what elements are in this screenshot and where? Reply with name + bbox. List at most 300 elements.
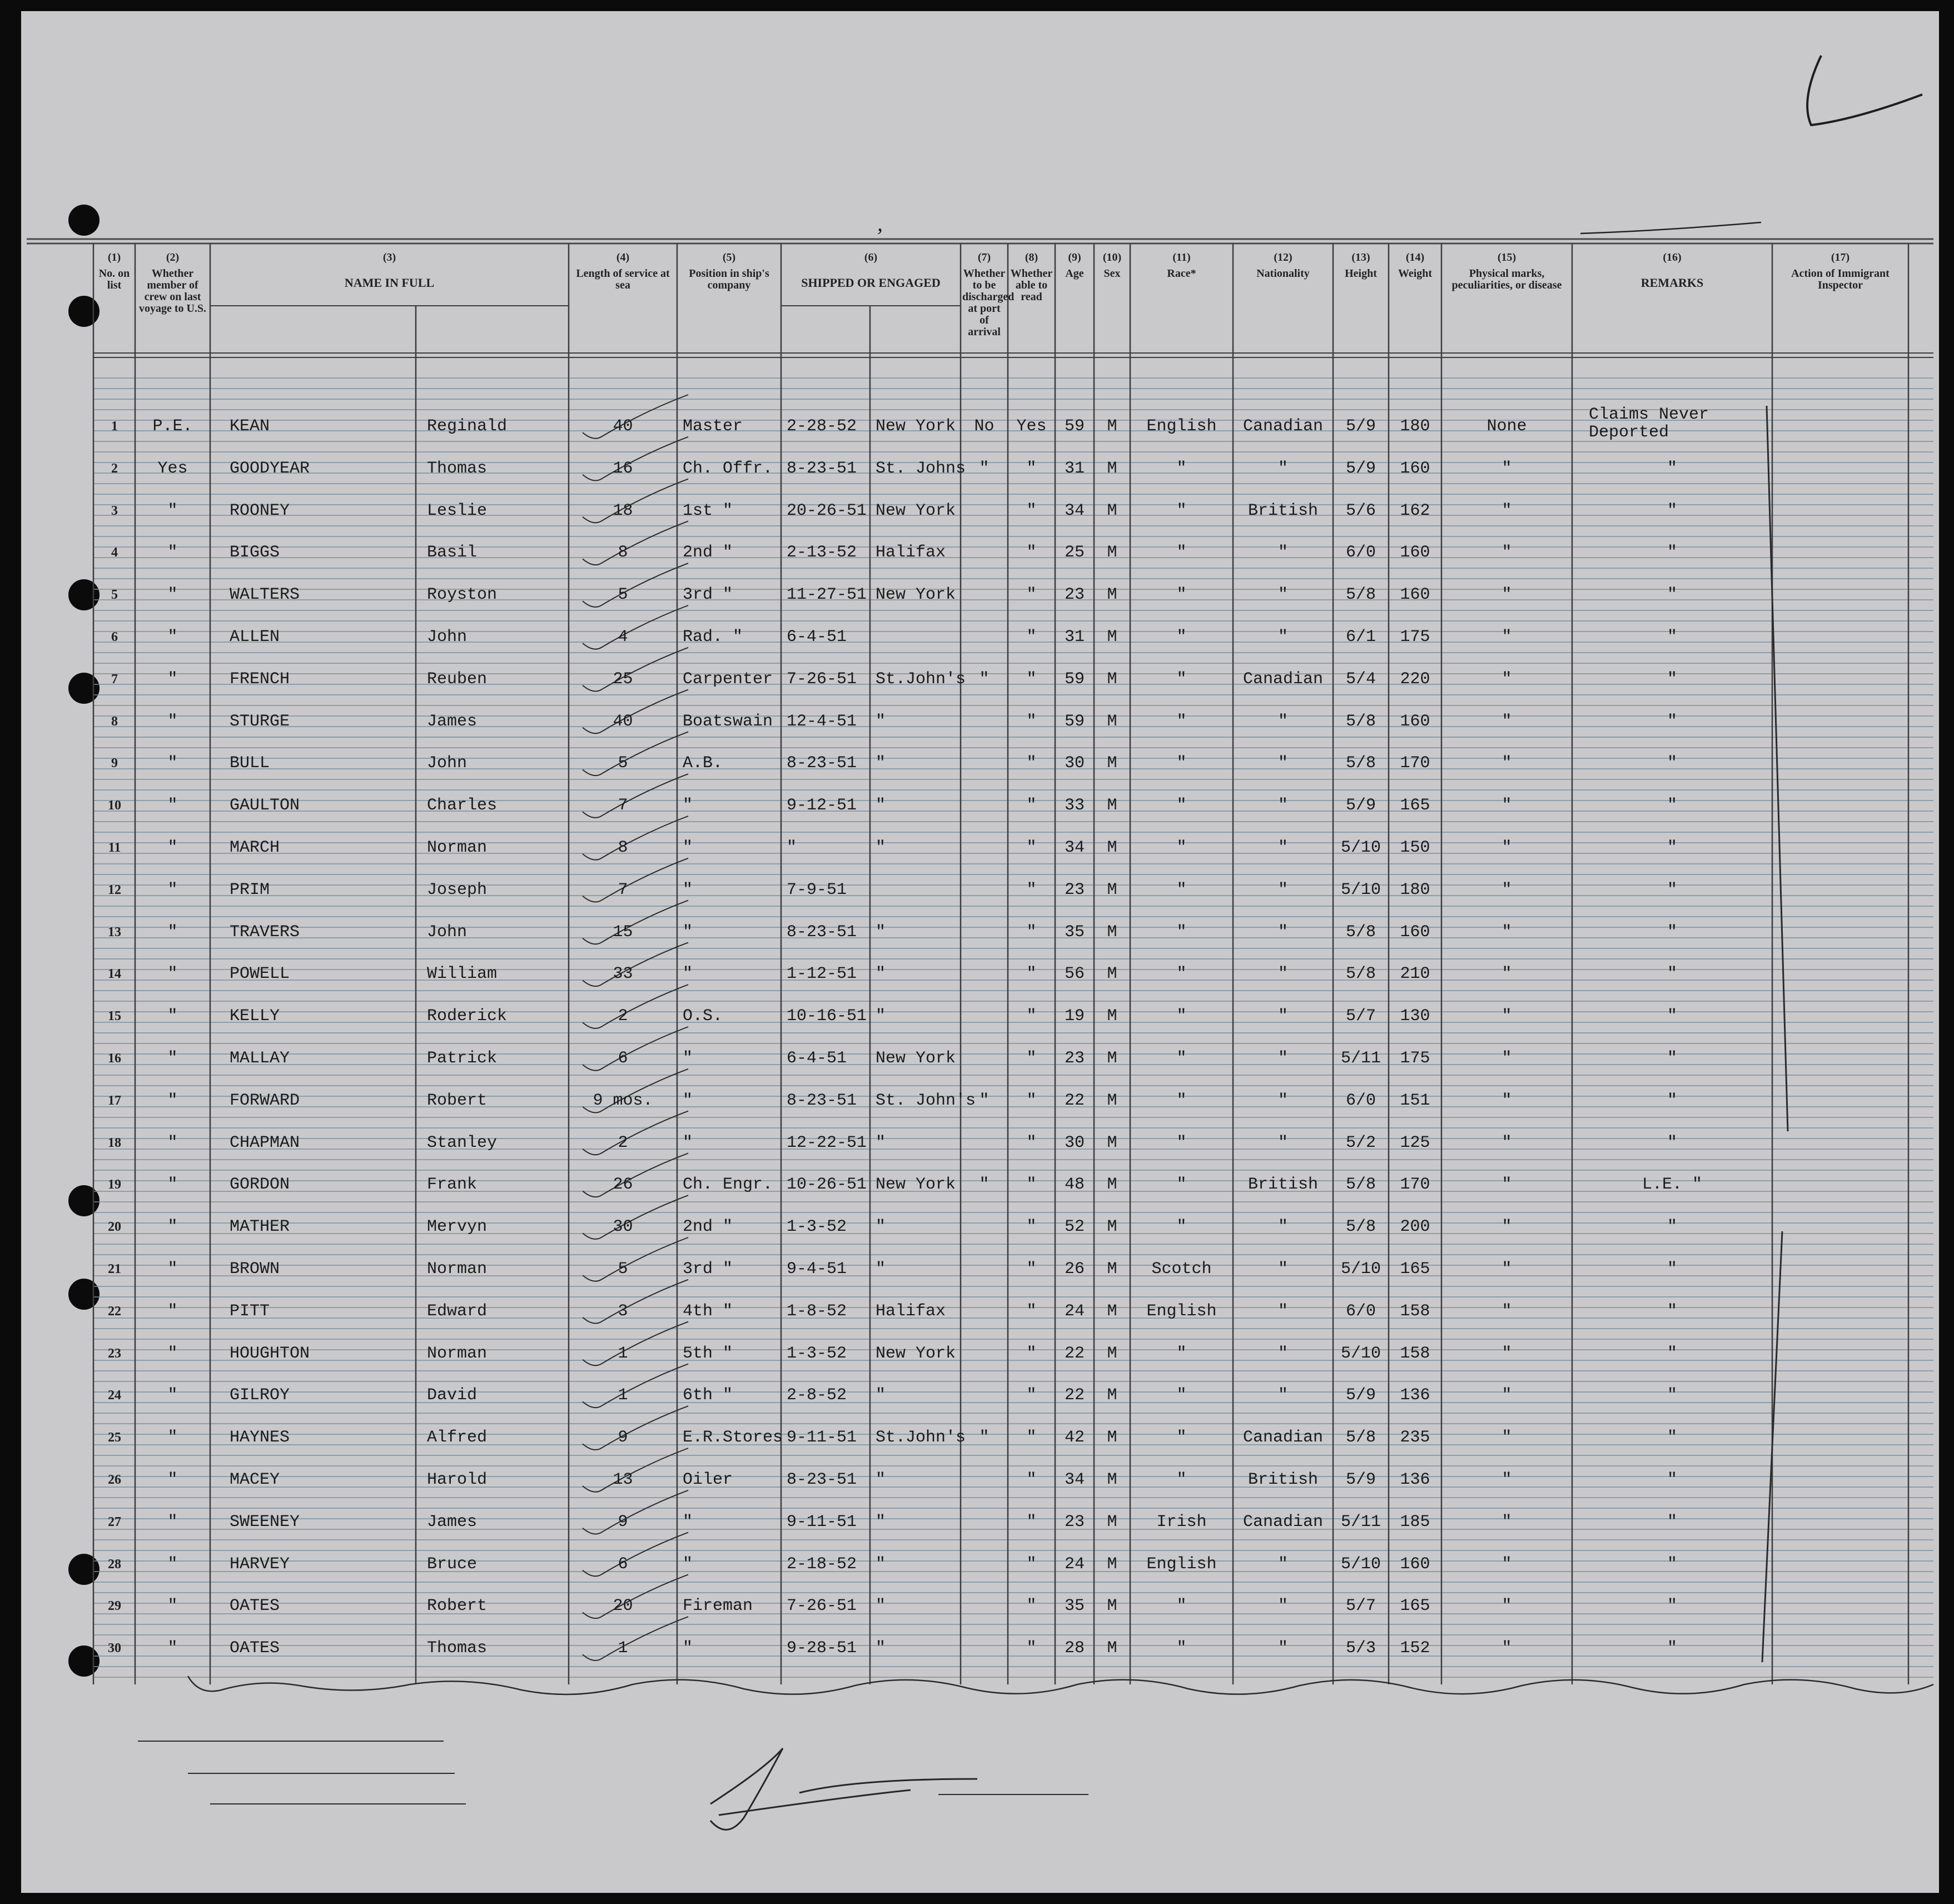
cell-sex: M bbox=[1107, 1007, 1117, 1026]
cell-height: 5/2 bbox=[1345, 1133, 1376, 1152]
cell-service: 18 bbox=[613, 501, 633, 520]
cell-when: 8-23-51 bbox=[787, 459, 857, 478]
cell-weight: 152 bbox=[1400, 1639, 1430, 1658]
cell-no: 18 bbox=[108, 1135, 121, 1150]
cell-when: 12-4-51 bbox=[787, 712, 857, 731]
cell-where: " bbox=[876, 1260, 886, 1279]
cell-race: " bbox=[1176, 1639, 1187, 1658]
cell-where: New York bbox=[876, 417, 956, 436]
cell-read: " bbox=[1026, 754, 1037, 773]
column-number: (12) bbox=[1274, 251, 1292, 264]
cell-weight: 165 bbox=[1400, 1597, 1430, 1616]
cell-sex: M bbox=[1107, 628, 1117, 647]
cell-family: HOUGHTON bbox=[230, 1344, 310, 1363]
cell-when: 2-8-52 bbox=[787, 1386, 847, 1405]
cell-height: 5/9 bbox=[1345, 459, 1376, 478]
cell-nationality: " bbox=[1277, 796, 1288, 816]
cell-age: 30 bbox=[1064, 1133, 1085, 1152]
cell-height: 5/4 bbox=[1345, 669, 1376, 689]
cell-marks: " bbox=[1501, 922, 1512, 942]
cell-family: MACEY bbox=[230, 1470, 280, 1489]
cell-height: 5/8 bbox=[1345, 1428, 1376, 1448]
cell-given: James bbox=[427, 1512, 478, 1532]
cell-marks: " bbox=[1501, 712, 1512, 731]
cell-weight: 180 bbox=[1400, 880, 1430, 899]
cell-when: 1-12-51 bbox=[787, 965, 857, 984]
cell-nationality: " bbox=[1277, 1049, 1288, 1068]
cell-given: Patrick bbox=[427, 1049, 498, 1068]
cell-weight: 175 bbox=[1400, 628, 1430, 647]
cell-position: Oiler bbox=[683, 1470, 733, 1489]
cell-weight: 160 bbox=[1400, 1554, 1430, 1574]
cell-nationality: " bbox=[1277, 628, 1288, 647]
cell-discharged: " bbox=[979, 459, 990, 478]
cell-family: POWELL bbox=[230, 965, 290, 984]
cell-where: " bbox=[876, 1133, 886, 1152]
cell-service: 25 bbox=[613, 669, 633, 689]
cell-family: OATES bbox=[230, 1597, 280, 1616]
cell-race: " bbox=[1176, 1344, 1187, 1363]
cell-remarks: " bbox=[1667, 1554, 1677, 1574]
cell-age: 59 bbox=[1064, 669, 1085, 689]
cell-where: St. Johns bbox=[876, 459, 966, 478]
cell-family: MALLAY bbox=[230, 1049, 290, 1068]
cell-when: 2-13-52 bbox=[787, 543, 857, 563]
cell-remarks: " bbox=[1667, 1091, 1677, 1110]
cell-marks: " bbox=[1501, 543, 1512, 563]
cell-nationality: " bbox=[1277, 1639, 1288, 1658]
column-header: Nationality bbox=[1256, 267, 1310, 280]
cell-no: 17 bbox=[108, 1093, 121, 1108]
cell-remarks: " bbox=[1667, 543, 1677, 563]
cell-position: " bbox=[683, 880, 693, 899]
cell-remarks: " bbox=[1667, 796, 1677, 816]
cell-height: 5/9 bbox=[1345, 1470, 1376, 1489]
cell-no: 26 bbox=[108, 1473, 121, 1487]
cell-service: 9 bbox=[618, 1512, 628, 1532]
cell-discharged: " bbox=[979, 1175, 990, 1195]
cell-marks: " bbox=[1501, 965, 1512, 984]
cell-when: 1-3-52 bbox=[787, 1344, 847, 1363]
cell-given: Robert bbox=[427, 1091, 488, 1110]
cell-height: 5/11 bbox=[1340, 1512, 1381, 1532]
cell-no: 13 bbox=[108, 924, 121, 939]
cell-when: 9-28-51 bbox=[787, 1639, 857, 1658]
cell-marks: " bbox=[1501, 1301, 1512, 1321]
cell-weight: 136 bbox=[1400, 1470, 1430, 1489]
cell-read: " bbox=[1026, 1049, 1037, 1068]
cell-remarks: " bbox=[1667, 1428, 1677, 1448]
cell-weight: 160 bbox=[1400, 585, 1430, 605]
cell-read: " bbox=[1026, 1597, 1037, 1616]
cell-given: David bbox=[427, 1386, 478, 1405]
cell-no: 15 bbox=[108, 1009, 121, 1024]
cell-no: 9 bbox=[111, 756, 118, 771]
cell-sex: M bbox=[1107, 669, 1117, 689]
cell-last: " bbox=[167, 1512, 178, 1532]
cell-height: 5/3 bbox=[1345, 1639, 1376, 1658]
cell-remarks: " bbox=[1667, 1217, 1677, 1237]
cell-family: GOODYEAR bbox=[230, 459, 310, 478]
cell-height: 5/10 bbox=[1340, 838, 1381, 857]
cell-nationality: " bbox=[1277, 880, 1288, 899]
cell-when: 11-27-51 bbox=[787, 585, 867, 605]
cell-position: " bbox=[683, 796, 693, 816]
cell-where: New York bbox=[876, 585, 956, 605]
cell-height: 5/10 bbox=[1340, 880, 1381, 899]
column-number: (6) bbox=[864, 251, 878, 264]
cell-race: " bbox=[1176, 501, 1187, 520]
cell-family: STURGE bbox=[230, 712, 290, 731]
cell-position: " bbox=[683, 1049, 693, 1068]
cell-where: " bbox=[876, 1512, 886, 1532]
cell-sex: M bbox=[1107, 1344, 1117, 1363]
cell-age: 42 bbox=[1064, 1428, 1085, 1448]
cell-remarks: " bbox=[1667, 1639, 1677, 1658]
cell-remarks: " bbox=[1667, 669, 1677, 689]
column-number: (10) bbox=[1102, 251, 1122, 264]
cell-read: " bbox=[1026, 1260, 1037, 1279]
cell-remarks: " bbox=[1667, 1260, 1677, 1279]
cell-read: " bbox=[1026, 1386, 1037, 1405]
cell-height: 6/0 bbox=[1345, 1091, 1376, 1110]
cell-race: " bbox=[1176, 585, 1187, 605]
cell-family: BULL bbox=[230, 754, 270, 773]
cell-position: " bbox=[683, 922, 693, 942]
cell-remarks: " bbox=[1667, 1049, 1677, 1068]
cell-race: " bbox=[1176, 880, 1187, 899]
column-header: REMARKS bbox=[1640, 276, 1704, 290]
cell-given: Reuben bbox=[427, 669, 488, 689]
cell-when: 9-12-51 bbox=[787, 796, 857, 816]
cell-age: 59 bbox=[1064, 712, 1085, 731]
cell-nationality: British bbox=[1247, 1470, 1319, 1489]
cell-position: 4th " bbox=[683, 1301, 733, 1321]
cell-race: " bbox=[1176, 838, 1187, 857]
cell-nationality: " bbox=[1277, 754, 1288, 773]
cell-given: John bbox=[427, 754, 468, 773]
cell-read: " bbox=[1026, 1639, 1037, 1658]
cell-service: 8 bbox=[618, 543, 628, 563]
column-number: (1) bbox=[107, 251, 121, 264]
cell-no: 16 bbox=[108, 1051, 121, 1066]
cell-remarks: " bbox=[1667, 965, 1677, 984]
cell-given: Mervyn bbox=[427, 1217, 488, 1237]
cell-given: Frank bbox=[427, 1175, 478, 1195]
cell-given: Royston bbox=[427, 585, 498, 605]
cell-position: " bbox=[683, 1639, 693, 1658]
cell-read: Yes bbox=[1016, 417, 1047, 436]
cell-last: " bbox=[167, 880, 178, 899]
cell-given: Norman bbox=[427, 1260, 488, 1279]
cell-weight: 170 bbox=[1400, 754, 1430, 773]
cell-remarks: " bbox=[1667, 922, 1677, 942]
cell-race: " bbox=[1176, 1049, 1187, 1068]
cell-where: Halifax bbox=[876, 543, 946, 563]
cell-position: Ch. Engr. bbox=[683, 1175, 773, 1195]
cell-read: " bbox=[1026, 459, 1037, 478]
cell-marks: " bbox=[1501, 1133, 1512, 1152]
cell-position: Master bbox=[683, 417, 743, 436]
cell-service: 5 bbox=[618, 754, 628, 773]
cell-read: " bbox=[1026, 712, 1037, 731]
cell-race: Scotch bbox=[1151, 1260, 1212, 1279]
cell-height: 6/0 bbox=[1345, 543, 1376, 563]
cell-sex: M bbox=[1107, 1049, 1117, 1068]
cell-nationality: " bbox=[1277, 1091, 1288, 1110]
cell-position: 6th " bbox=[683, 1386, 733, 1405]
cell-marks: " bbox=[1501, 1049, 1512, 1068]
cell-age: 23 bbox=[1064, 585, 1085, 605]
cell-weight: 160 bbox=[1400, 543, 1430, 563]
cell-age: 22 bbox=[1064, 1386, 1085, 1405]
cell-service: 13 bbox=[613, 1470, 633, 1489]
cell-age: 24 bbox=[1064, 1301, 1085, 1321]
cell-age: 19 bbox=[1064, 1007, 1085, 1026]
cell-weight: 136 bbox=[1400, 1386, 1430, 1405]
cell-no: 1 bbox=[111, 419, 118, 434]
cell-where: New York bbox=[876, 1344, 956, 1363]
column-number: (16) bbox=[1663, 251, 1682, 264]
cell-read: " bbox=[1026, 1470, 1037, 1489]
cell-sex: M bbox=[1107, 712, 1117, 731]
column-number: (13) bbox=[1351, 251, 1370, 264]
cell-position: 2nd " bbox=[683, 1217, 733, 1237]
cell-service: 1 bbox=[618, 1386, 628, 1405]
cell-where: " bbox=[876, 1554, 886, 1574]
cell-sex: M bbox=[1107, 1470, 1117, 1489]
cell-age: 31 bbox=[1064, 459, 1085, 478]
cell-sex: M bbox=[1107, 838, 1117, 857]
cell-last: " bbox=[167, 1386, 178, 1405]
cell-read: " bbox=[1026, 965, 1037, 984]
cell-no: 23 bbox=[108, 1346, 121, 1361]
cell-where: " bbox=[876, 1597, 886, 1616]
cell-last: " bbox=[167, 1301, 178, 1321]
cell-race: " bbox=[1176, 712, 1187, 731]
cell-sex: M bbox=[1107, 1428, 1117, 1448]
cell-weight: 220 bbox=[1400, 669, 1430, 689]
cell-service: 40 bbox=[613, 712, 633, 731]
cell-service: 20 bbox=[613, 1597, 633, 1616]
cell-family: ROONEY bbox=[230, 501, 290, 520]
cell-weight: 158 bbox=[1400, 1301, 1430, 1321]
cell-family: GAULTON bbox=[230, 796, 300, 816]
cell-family: KEAN bbox=[230, 417, 270, 436]
cell-family: BROWN bbox=[230, 1260, 280, 1279]
cell-position: Ch. Offr. bbox=[683, 459, 773, 478]
cell-service: 7 bbox=[618, 880, 628, 899]
cell-where: New York bbox=[876, 501, 956, 520]
cell-sex: M bbox=[1107, 1260, 1117, 1279]
cell-when: 8-23-51 bbox=[787, 1470, 857, 1489]
cell-where: " bbox=[876, 1470, 886, 1489]
cell-age: 31 bbox=[1064, 628, 1085, 647]
cell-family: CHAPMAN bbox=[230, 1133, 300, 1152]
cell-remarks: " bbox=[1667, 459, 1677, 478]
cell-race: English bbox=[1146, 1301, 1217, 1321]
cell-position: Boatswain bbox=[683, 712, 773, 731]
cell-weight: 165 bbox=[1400, 1260, 1430, 1279]
cell-no: 4 bbox=[111, 545, 118, 560]
cell-remarks: " bbox=[1667, 880, 1677, 899]
cell-read: " bbox=[1026, 1301, 1037, 1321]
cell-when: 9-11-51 bbox=[787, 1512, 857, 1532]
column-header: Position in ship's company bbox=[689, 267, 769, 291]
cell-no: 11 bbox=[108, 841, 121, 855]
cell-nationality: " bbox=[1277, 1260, 1288, 1279]
cell-nationality: Canadian bbox=[1242, 669, 1324, 689]
cell-read: " bbox=[1026, 1428, 1037, 1448]
column-header: Age bbox=[1065, 267, 1084, 280]
cell-sex: M bbox=[1107, 1386, 1117, 1405]
cell-discharged: " bbox=[979, 1428, 990, 1448]
cell-read: " bbox=[1026, 669, 1037, 689]
cell-height: 5/7 bbox=[1345, 1597, 1376, 1616]
cell-read: " bbox=[1026, 1133, 1037, 1152]
cell-age: 34 bbox=[1064, 501, 1085, 520]
cell-age: 26 bbox=[1064, 1260, 1085, 1279]
cell-no: 19 bbox=[108, 1177, 121, 1192]
cell-last: Yes bbox=[157, 459, 188, 478]
cell-marks: " bbox=[1501, 1554, 1512, 1574]
cell-marks: " bbox=[1501, 1175, 1512, 1195]
cell-sex: M bbox=[1107, 543, 1117, 563]
cell-nationality: Canadian bbox=[1242, 417, 1324, 436]
column-header: Whether to be discharged at port of arrival bbox=[962, 267, 1015, 338]
cell-last: " bbox=[167, 1260, 178, 1279]
cell-remarks: " bbox=[1667, 1597, 1677, 1616]
cell-marks: " bbox=[1501, 838, 1512, 857]
cell-height: 5/9 bbox=[1345, 417, 1376, 436]
cell-weight: 151 bbox=[1400, 1091, 1430, 1110]
cell-race: " bbox=[1176, 669, 1187, 689]
cell-nationality: " bbox=[1277, 459, 1288, 478]
cell-read: " bbox=[1026, 1091, 1037, 1110]
cell-family: HARVEY bbox=[230, 1554, 290, 1574]
cell-weight: 158 bbox=[1400, 1344, 1430, 1363]
cell-position: Rad. " bbox=[683, 628, 743, 647]
cell-family: BIGGS bbox=[230, 543, 280, 563]
cell-height: 5/8 bbox=[1345, 712, 1376, 731]
cell-age: 24 bbox=[1064, 1554, 1085, 1574]
cell-remarks: " bbox=[1667, 501, 1677, 520]
cell-where: " bbox=[876, 1639, 886, 1658]
cell-sex: M bbox=[1107, 1091, 1117, 1110]
cell-last: " bbox=[167, 1428, 178, 1448]
cell-read: " bbox=[1026, 796, 1037, 816]
cell-marks: None bbox=[1486, 417, 1527, 436]
cell-service: 6 bbox=[618, 1554, 628, 1574]
cell-weight: 160 bbox=[1400, 459, 1430, 478]
cell-where: St. John's bbox=[876, 1091, 976, 1110]
cell-service: 40 bbox=[613, 417, 633, 436]
cell-when: 7-26-51 bbox=[787, 1597, 857, 1616]
cell-no: 3 bbox=[111, 503, 118, 518]
cell-race: English bbox=[1146, 1554, 1217, 1574]
cell-no: 14 bbox=[108, 967, 121, 982]
cell-remarks: Claims Never Deported bbox=[1589, 405, 1709, 442]
column-number: (8) bbox=[1025, 251, 1038, 264]
cell-race: " bbox=[1176, 1175, 1187, 1195]
cell-last: " bbox=[167, 838, 178, 857]
cell-given: Robert bbox=[427, 1597, 488, 1616]
cell-read: " bbox=[1026, 838, 1037, 857]
cell-position: 3rd " bbox=[683, 1260, 733, 1279]
cell-where: St.John's bbox=[876, 1428, 966, 1448]
cell-discharged: " bbox=[979, 1091, 990, 1110]
cell-age: 22 bbox=[1064, 1344, 1085, 1363]
column-number: (3) bbox=[382, 251, 396, 264]
cell-given: William bbox=[427, 965, 498, 984]
cell-given: Norman bbox=[427, 1344, 488, 1363]
cell-remarks: L.E. " bbox=[1642, 1175, 1703, 1195]
cell-last: " bbox=[167, 1554, 178, 1574]
cell-race: " bbox=[1176, 796, 1187, 816]
cell-nationality: Canadian bbox=[1242, 1428, 1324, 1448]
cell-last: " bbox=[167, 1344, 178, 1363]
cell-no: 25 bbox=[108, 1430, 121, 1445]
cell-given: Thomas bbox=[427, 1639, 488, 1658]
cell-nationality: " bbox=[1277, 1217, 1288, 1237]
cell-marks: " bbox=[1501, 1344, 1512, 1363]
cell-weight: 175 bbox=[1400, 1049, 1430, 1068]
cell-no: 8 bbox=[111, 714, 118, 729]
cell-race: " bbox=[1176, 965, 1187, 984]
cell-where: New York bbox=[876, 1175, 956, 1195]
cell-nationality: " bbox=[1277, 1344, 1288, 1363]
cell-last: " bbox=[167, 796, 178, 816]
cell-last: " bbox=[167, 1091, 178, 1110]
cell-remarks: " bbox=[1667, 712, 1677, 731]
cell-nationality: " bbox=[1277, 1554, 1288, 1574]
cell-marks: " bbox=[1501, 754, 1512, 773]
cell-nationality: " bbox=[1277, 838, 1288, 857]
cell-given: Bruce bbox=[427, 1554, 478, 1574]
cell-weight: 130 bbox=[1400, 1007, 1430, 1026]
cell-read: " bbox=[1026, 1007, 1037, 1026]
cell-age: 30 bbox=[1064, 754, 1085, 773]
cell-last: " bbox=[167, 1049, 178, 1068]
column-number: (17) bbox=[1831, 251, 1850, 264]
cell-where: St.John's bbox=[876, 669, 966, 689]
cell-sex: M bbox=[1107, 501, 1117, 520]
cell-no: 20 bbox=[108, 1220, 121, 1235]
cell-weight: 162 bbox=[1400, 501, 1430, 520]
cell-sex: M bbox=[1107, 796, 1117, 816]
cell-where: " bbox=[876, 796, 886, 816]
cell-family: MARCH bbox=[230, 838, 280, 857]
cell-family: SWEENEY bbox=[230, 1512, 300, 1532]
cell-read: " bbox=[1026, 1175, 1037, 1195]
cell-given: Alfred bbox=[427, 1428, 488, 1448]
cell-last: " bbox=[167, 1007, 178, 1026]
cell-age: 35 bbox=[1064, 1597, 1085, 1616]
cell-sex: M bbox=[1107, 459, 1117, 478]
cell-when: 6-4-51 bbox=[787, 628, 847, 647]
cell-age: 34 bbox=[1064, 1470, 1085, 1489]
cell-family: GILROY bbox=[230, 1386, 290, 1405]
cell-given: Basil bbox=[427, 543, 478, 563]
cell-age: 48 bbox=[1064, 1175, 1085, 1195]
cell-race: " bbox=[1176, 1091, 1187, 1110]
cell-family: FRENCH bbox=[230, 669, 290, 689]
cell-discharged: " bbox=[979, 669, 990, 689]
cell-sex: M bbox=[1107, 1639, 1117, 1658]
cell-position: A.B. bbox=[683, 754, 723, 773]
cell-no: 22 bbox=[108, 1304, 121, 1319]
cell-service: 6 bbox=[618, 1049, 628, 1068]
